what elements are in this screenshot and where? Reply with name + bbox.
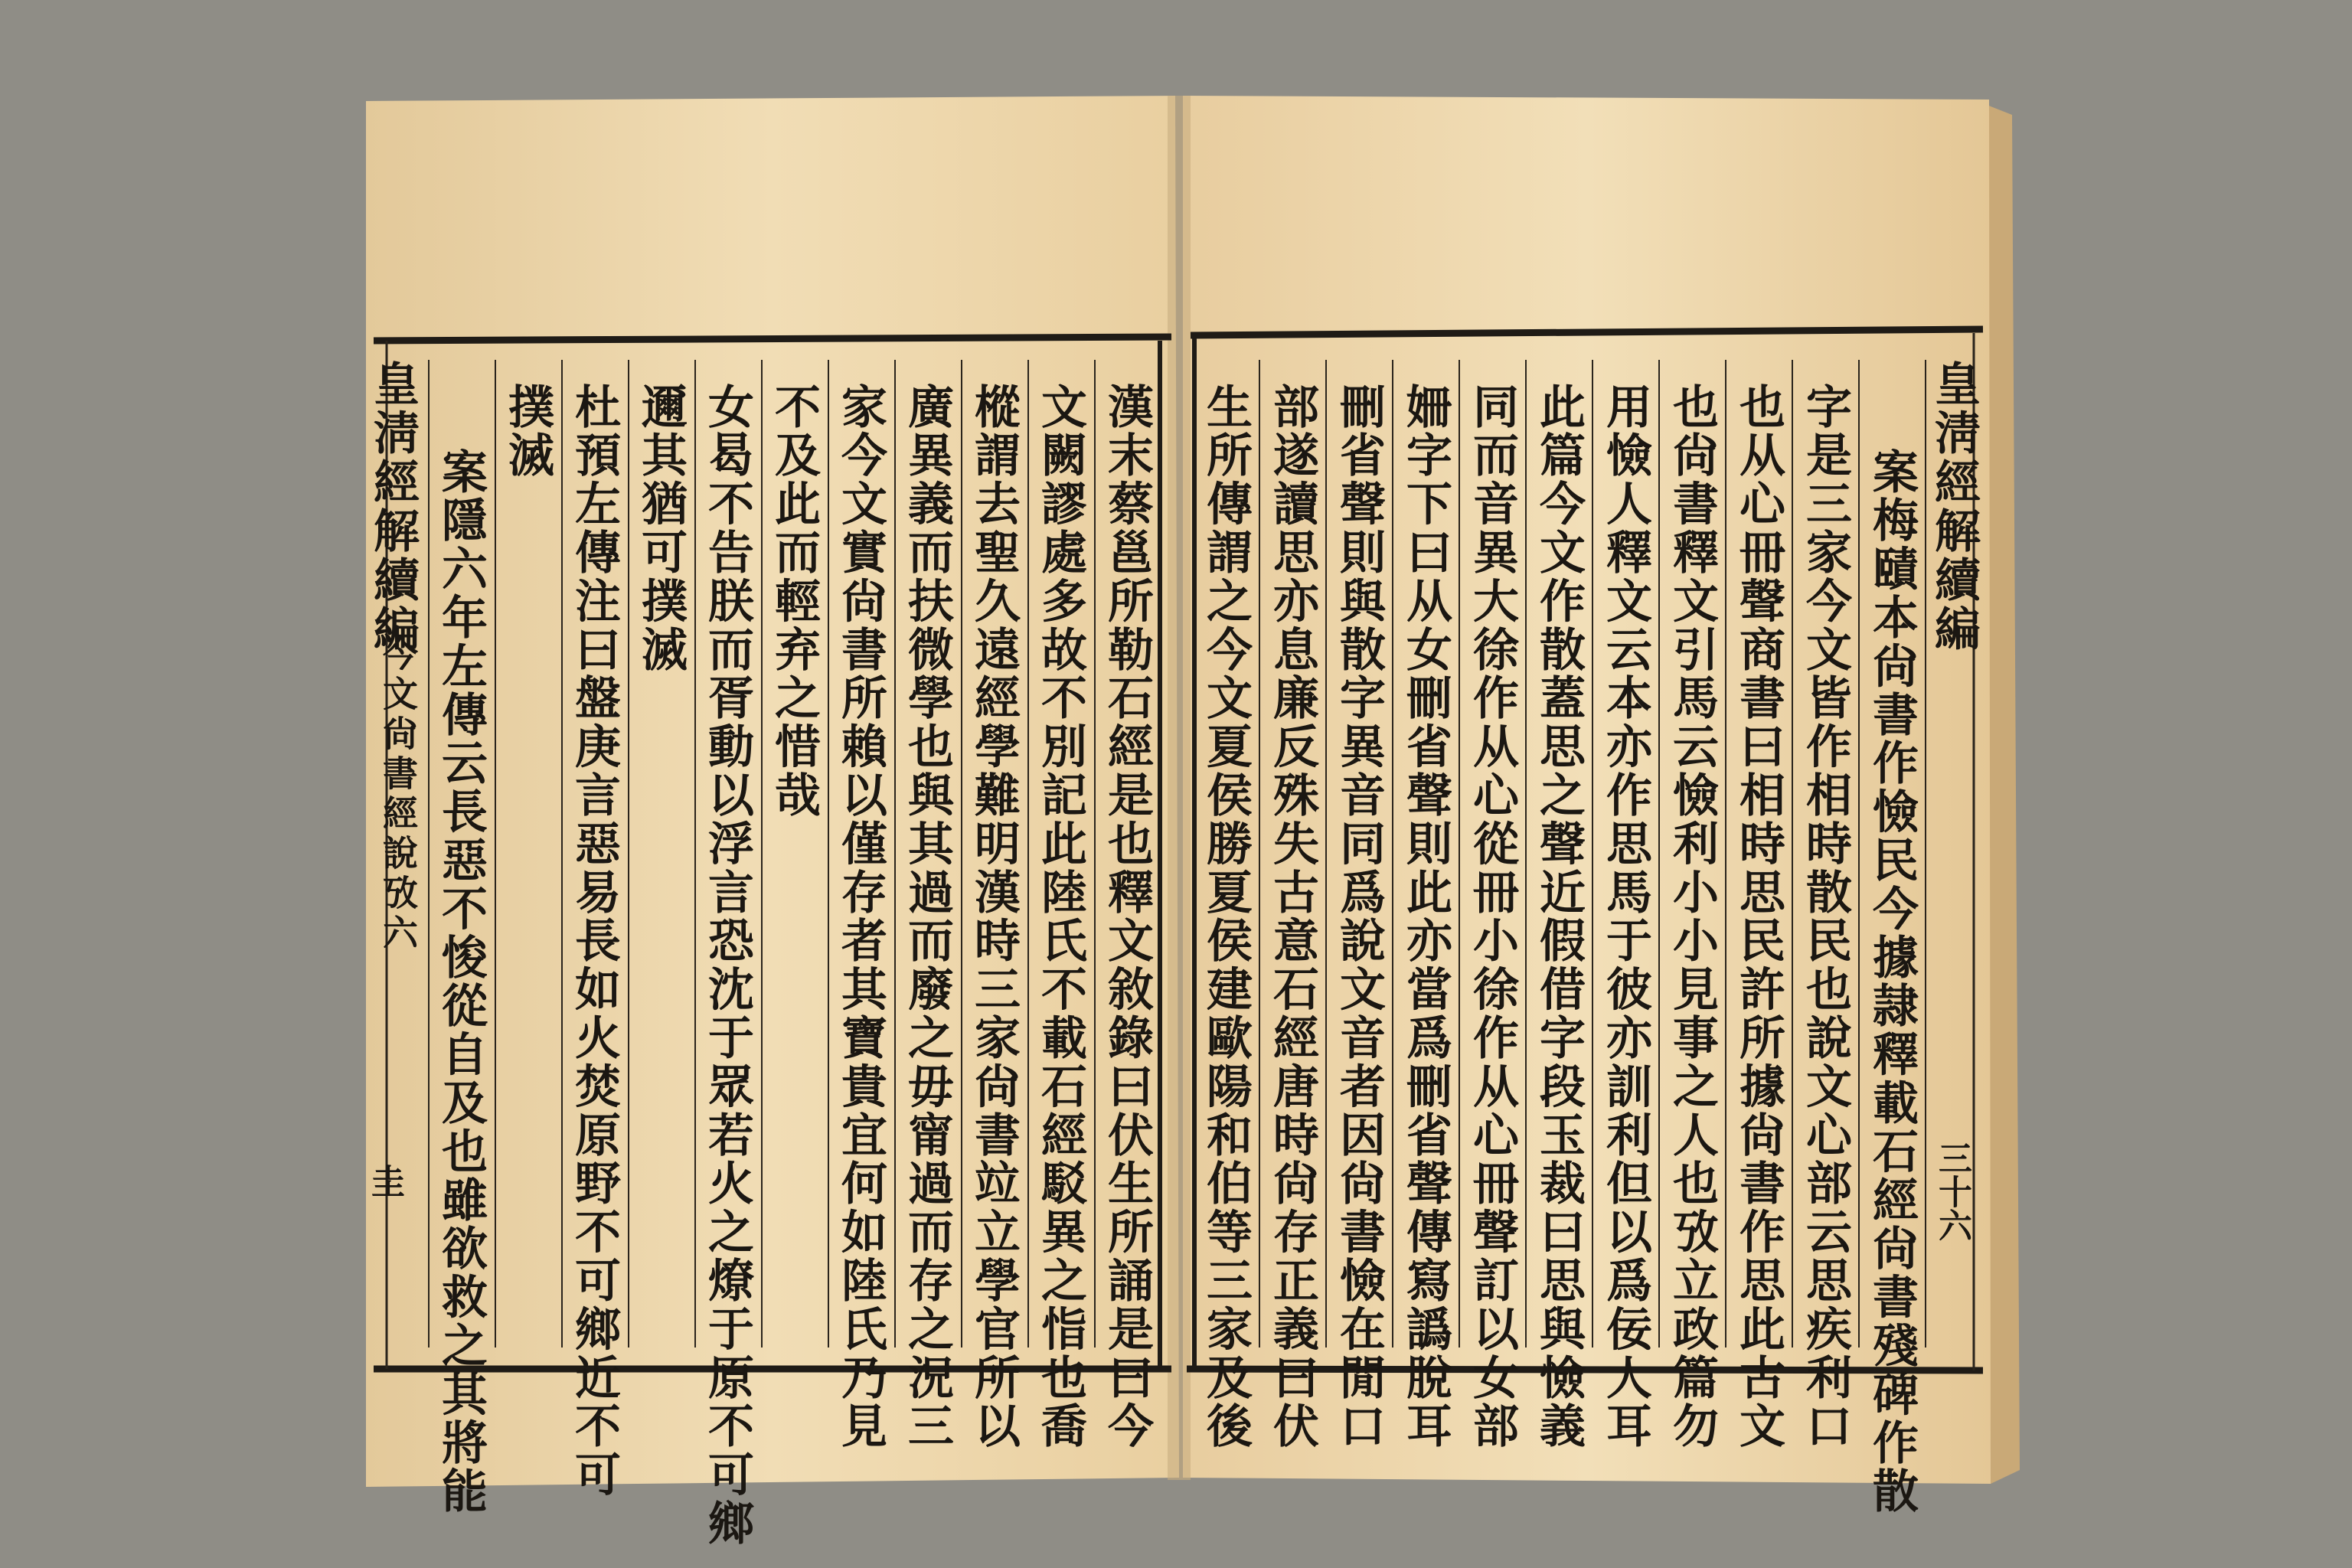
left-text-column-2: 文闕謬處多故不別記此陸氏不載石經駁異之恉也喬 — [1034, 383, 1087, 1451]
right-text-column-4: 也尙書釋文引馬云憸利小小見事之人也攷立政篇勿 — [1665, 383, 1719, 1451]
left-text-column-4: 廣異義而扶微學也與其過而廢之毋甯過而存之況三 — [900, 383, 954, 1451]
left-text-column-9: 杜預左傳注曰盤庚言惡易長如火焚原野不可鄉近不可 — [567, 383, 621, 1500]
left-text-column-10: 撲滅 — [501, 383, 554, 480]
left-margin-title: 皇淸經解續編 — [366, 360, 420, 654]
right-text-column-6: 此篇今文作散蓋思之聲近假借字段玉裁曰思與憸義 — [1532, 383, 1586, 1451]
right-text-column-11: 生所傳謂之今文夏侯勝夏侯建歐陽和伯等三家及後 — [1199, 383, 1253, 1451]
left-text-column-7: 女曷不告朕而胥動以浮言恐沈于眾若火之燎于原不可鄉 — [701, 383, 754, 1548]
left-text-column-6: 不及此而輕弃之惜哉 — [767, 383, 821, 820]
left-margin-chapter: 今文尙書經說攷六 — [377, 635, 419, 954]
left-text-column-3: 樅謂去聖久遠經學難明漢時三家尙書竝立學官所以 — [967, 383, 1021, 1451]
gutter-shadow — [1168, 96, 1191, 1480]
right-text-column-7: 同而音異大徐作从心從冊小徐作从心冊聲訂以女部 — [1465, 383, 1519, 1451]
right-text-column-2: 字是三家今文皆作相時散民也說文心部云思疾利口 — [1798, 383, 1852, 1451]
right-text-column-1: 案梅賾本尙書作憸民今據隷釋載石經尙書殘碑作散 — [1865, 448, 1919, 1516]
right-text-column-10: 部遂讀思亦息廉反殊失古意石經唐時尙存正義曰伏 — [1266, 383, 1319, 1451]
right-text-column-3: 也从心冊聲商書曰相時思民許所據尙書作思此古文 — [1732, 383, 1785, 1451]
right-text-column-5: 用憸人釋文云本亦作思馬于彼亦訓利但以爲佞人耳 — [1599, 383, 1652, 1451]
right-text-column-8: 姍字下曰从女刪省聲則此亦當爲刪省聲傳寫譌脫耳 — [1399, 383, 1452, 1451]
left-top-rule — [374, 337, 1171, 341]
right-text-column-9: 刪省聲則與散字異音同爲說文音者因尙書憸在閒口 — [1332, 383, 1386, 1451]
left-text-column-11: 案隱六年左傳云長惡不悛從自及也雖欲救之其將能 — [434, 448, 488, 1516]
left-text-column-5: 家今文實尙書所賴以僅存者其寶貴宜何如陸氏乃見 — [834, 383, 887, 1451]
left-text-column-8: 邇其猶可撲滅 — [634, 383, 688, 675]
left-folio: 圭 — [365, 1164, 404, 1197]
left-text-column-1: 漢末蔡邕所勒石經是也釋文敘錄曰伏生所誦是曰今 — [1100, 383, 1154, 1451]
right-margin-title: 皇淸經解續編 — [1927, 360, 1981, 654]
right-folio: 三十六 — [1932, 1141, 1971, 1242]
